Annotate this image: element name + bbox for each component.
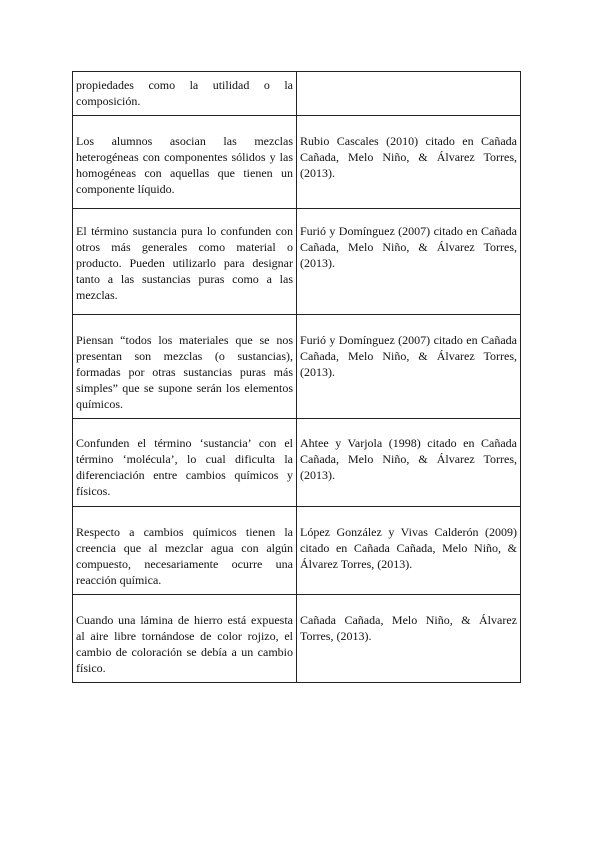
idea-text: propiedades como la utilidad o la composición. [76,78,293,108]
source-text: Furió y Domínguez (2007) citado en Cañada Cañada, Melo Niño, & Álvarez Torres, (2013). [300,333,517,379]
source-text: Ahtee y Varjola (1998) citado en Cañada Cañada, Melo Niño, & Álvarez Torres, (2013). [300,436,517,482]
source-cell [297,419,521,507]
source-text: Furió y Domínguez (2007) citado en Cañada Cañada, Melo Niño, & Álvarez Torres, (2013). [300,224,517,270]
idea-cell [73,116,297,209]
idea-cell [73,209,297,315]
source-cell [297,507,521,595]
idea-cell [73,595,297,683]
source-cell [297,315,521,419]
idea-cell [73,315,297,419]
idea-cell [73,419,297,507]
source-cell [297,209,521,315]
misconceptions-table [72,71,521,683]
table-row [73,595,521,683]
table-row [73,507,521,595]
source-text: López González y Vivas Calderón (2009) citado en Cañada Cañada, Melo Niño, & Álvarez Torres, (2013). [300,525,517,571]
idea-text: Cuando una lámina de hierro está expuesta al aire libre tornándose de color rojizo, el cambio de coloración se debía a un cambio físico. [76,613,293,675]
table-row [73,116,521,209]
idea-text: Los alumnos asocian las mezclas heterogéneas con componentes sólidos y las homogéneas con aquellas que tienen un componente líquido. [76,134,293,196]
idea-text: Respecto a cambios químicos tienen la creencia que al mezclar agua con algún compuesto, necesariamente ocurre una reacción química. [76,525,293,587]
table-row [73,209,521,315]
table-row [73,419,521,507]
idea-text: Confunden el término ‘sustancia’ con el término ‘molécula’, lo cual dificulta la diferenciación entre cambios químicos y físicos. [76,436,293,498]
source-text: Rubio Cascales (2010) citado en Cañada Cañada, Melo Niño, & Álvarez Torres, (2013). [300,134,517,180]
source-cell [297,595,521,683]
source-text: Cañada Cañada, Melo Niño, & Álvarez Torres, (2013). [300,613,517,643]
idea-text: El término sustancia pura lo confunden con otros más generales como material o producto. Pueden utilizarlo para designar tanto a las sustancias puras como a las mezclas. [76,224,293,302]
table-row [73,72,521,116]
idea-cell [73,72,297,116]
idea-cell [73,507,297,595]
source-cell [297,72,521,116]
table-row [73,315,521,419]
source-cell [297,116,521,209]
idea-text: Piensan “todos los materiales que se nos presentan son mezclas (o sustancias), formadas por otras sustancias puras más simples” que se supone serán los elementos químicos. [76,333,293,411]
